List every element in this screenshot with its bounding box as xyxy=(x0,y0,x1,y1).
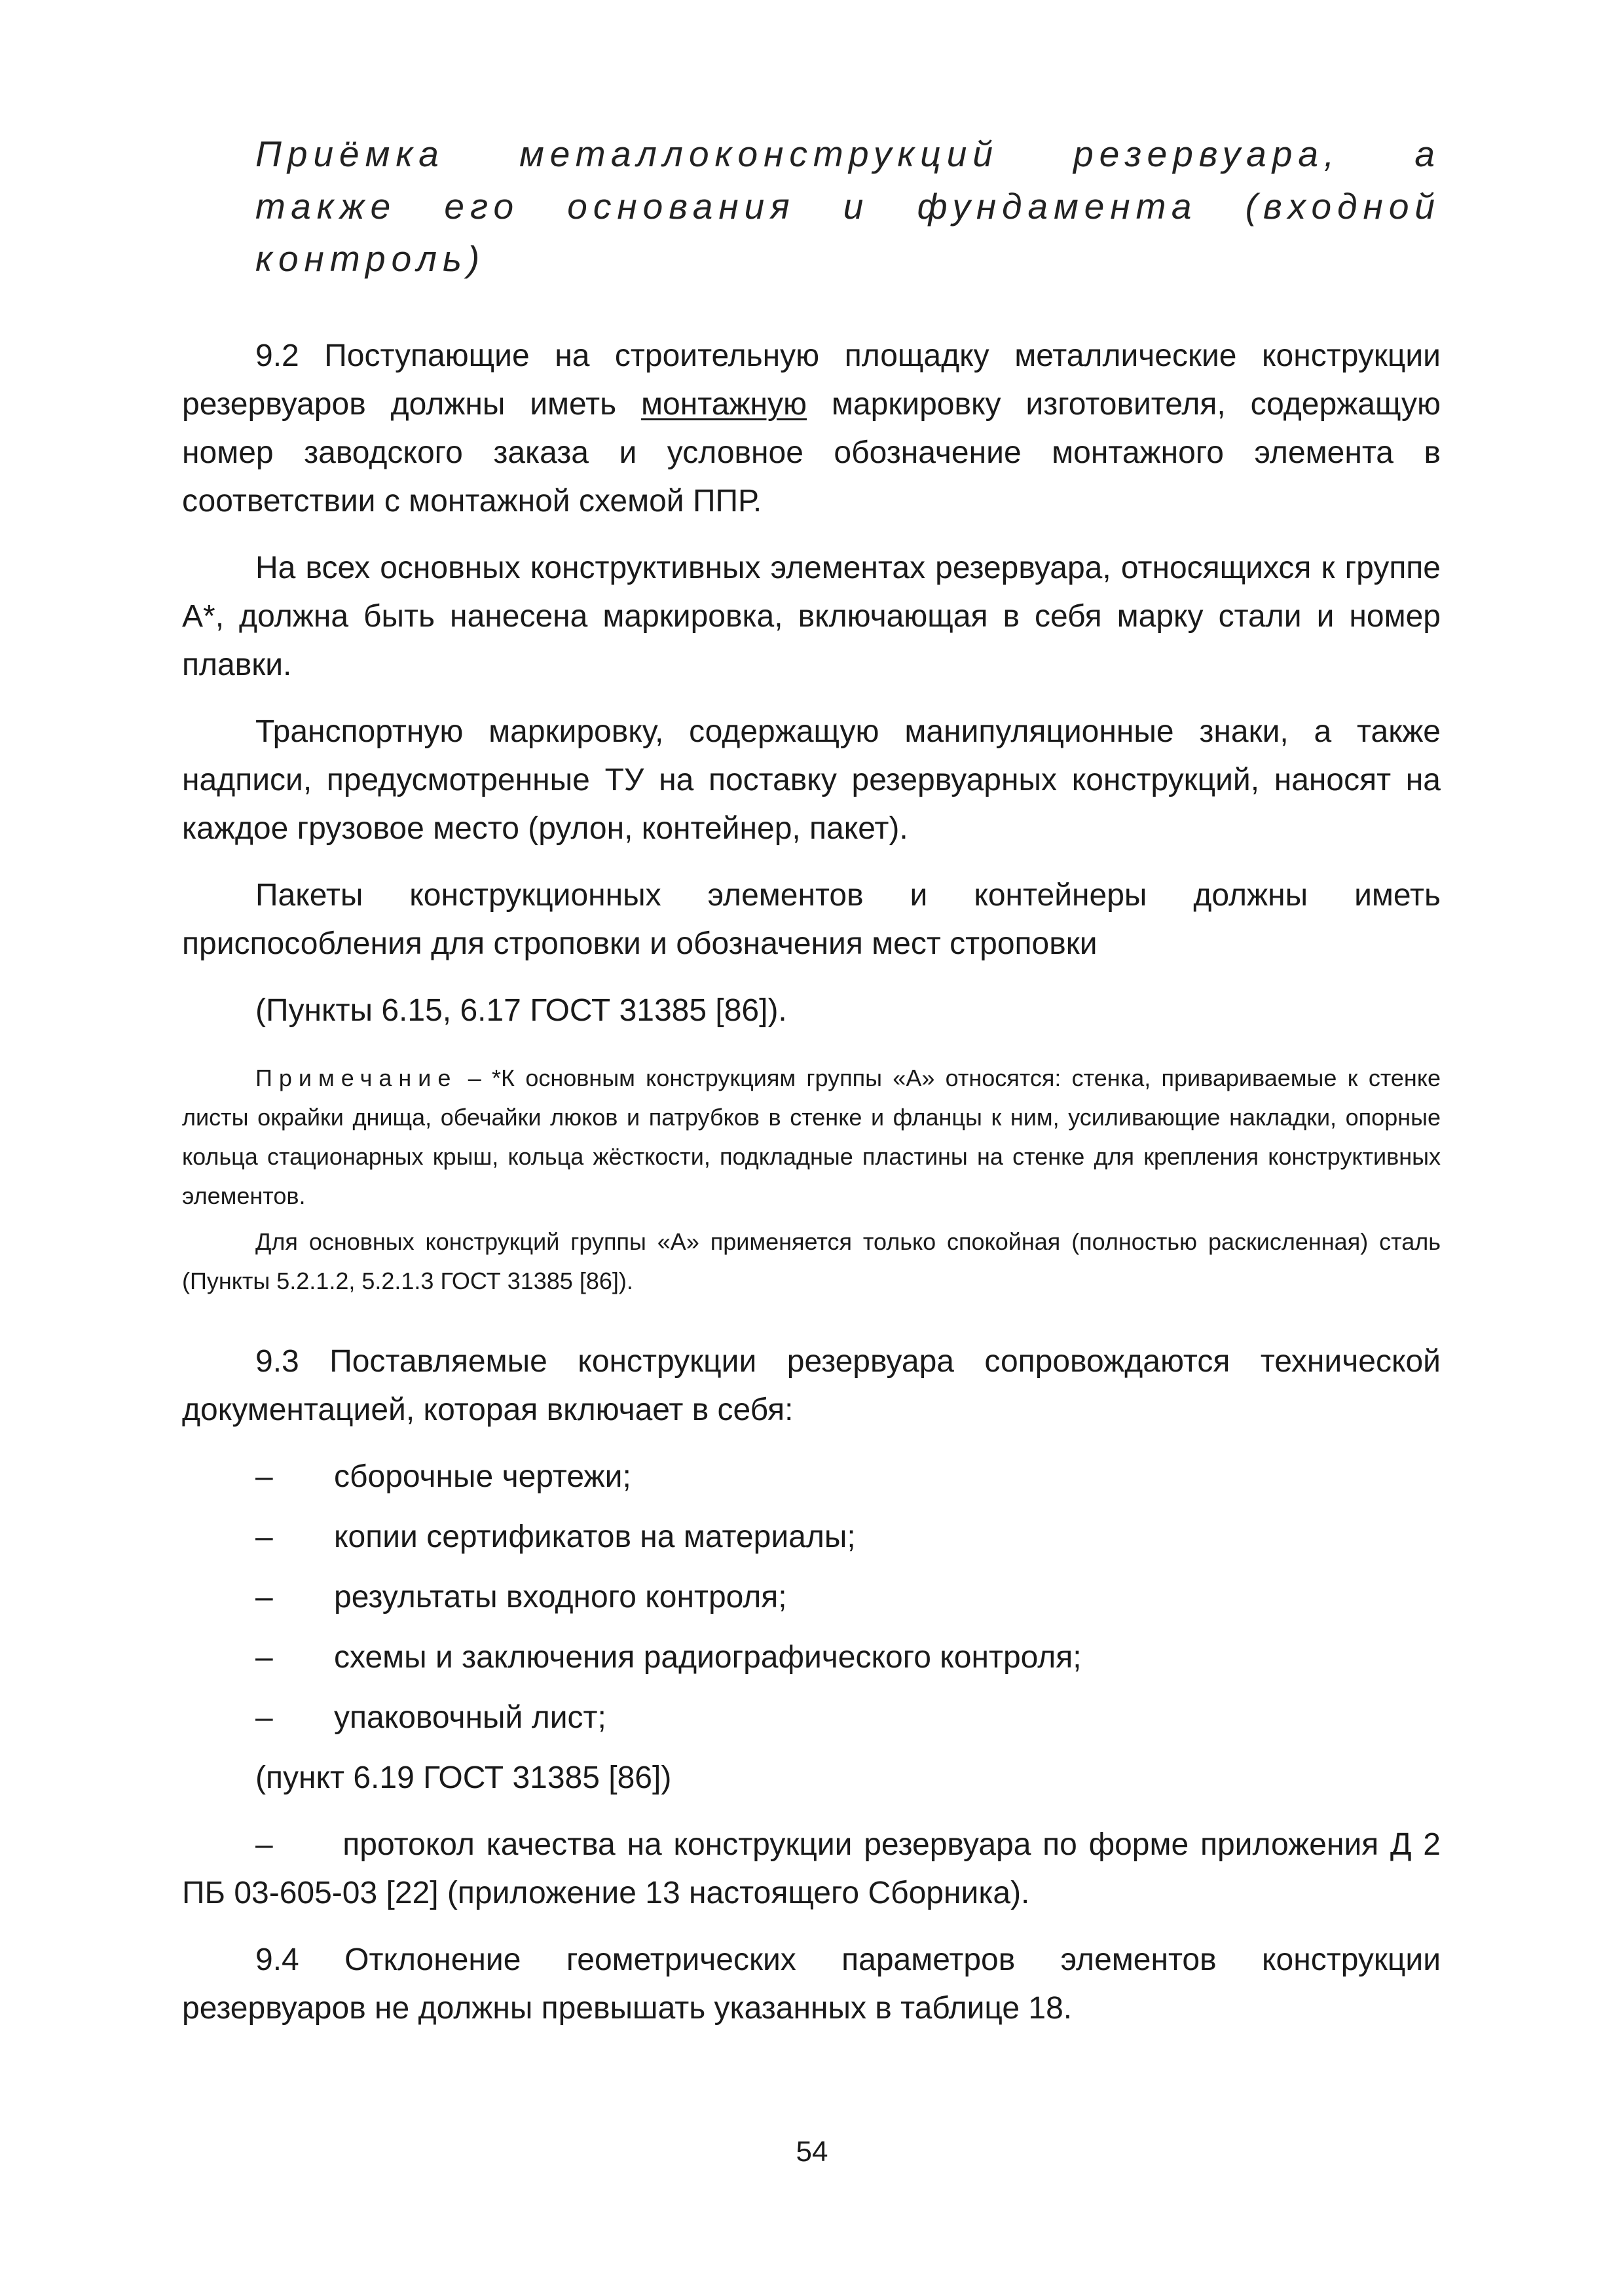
note-paragraph xyxy=(182,1059,1441,1216)
document-page xyxy=(182,128,1450,2051)
paragraph-9-2-text-end: маркировку изготовителя, содержащую номер заводского заказа и условное обозначение монтажного элемента в соответствии с монтажной схемой ППР. xyxy=(182,387,1441,519)
list-dash: – xyxy=(255,1459,273,1494)
list-item xyxy=(182,1573,1441,1622)
reference-gost-1: (Пункты 6.15, 6.17 ГОСТ 31385 [86]). xyxy=(255,993,787,1028)
note-block xyxy=(182,1059,1441,1301)
list-dash: – xyxy=(255,1640,273,1675)
list-dash: – xyxy=(255,1700,273,1735)
list-item-text: сборочные чертежи; xyxy=(334,1459,631,1494)
list-item-text: упаковочный лист; xyxy=(334,1700,606,1735)
list-item xyxy=(182,1633,1441,1682)
paragraph-9-2-text-start: Поступающие на строительную площадку металлические конструкции резервуаров должны иметь xyxy=(182,338,1441,422)
list-item-text: копии сертификатов на материалы; xyxy=(334,1520,856,1554)
list-item xyxy=(182,1513,1441,1561)
reference-gost-2: (пункт 6.19 ГОСТ 31385 [86]) xyxy=(255,1760,672,1795)
paragraph-9-2 xyxy=(182,332,1441,526)
paragraph-quality-protocol: – протокол качества на конструкции резервуара по форме приложения Д 2 ПБ 03-605-03 [22] (приложение 13 настоящего Сборника). xyxy=(182,1827,1450,1910)
section-heading: Приёмка металлоконструкций резервуара, а также его основания и фундамента (входной контроль) xyxy=(255,134,1441,279)
paragraph-9-3: 9.3 Поставляемые конструкции резервуара сопровождаются технической документацией, которая включает в себя: xyxy=(182,1344,1441,1427)
note-paragraph-2: Для основных конструкций группы «А» применяется только спокойная (полностью раскисленная) сталь (Пункты 5.2.1.2, 5.2.1.3 ГОСТ 31385 [86]). xyxy=(182,1228,1441,1294)
paragraph-transport-marking: Транспортную маркировку, содержащую манипуляционные знаки, а также надписи, предусмотренные ТУ на поставку резервуарных конструкций, наносят на каждое грузовое место (рулон, контейнер, пакет). xyxy=(182,714,1441,846)
list-dash: – xyxy=(255,1520,273,1554)
list-item xyxy=(182,1694,1441,1742)
list-item-text: схемы и заключения радиографического контроля; xyxy=(334,1640,1082,1675)
page-number: 54 xyxy=(796,2136,828,2168)
note-label: Примечание xyxy=(255,1065,458,1091)
list-item xyxy=(182,1453,1441,1501)
paragraph-9-2-number: 9.2 xyxy=(255,338,299,373)
paragraph-packets: Пакеты конструкционных элементов и контейнеры должны иметь приспособления для строповки и обозначения мест строповки xyxy=(182,878,1441,961)
paragraph-9-4: 9.4 Отклонение геометрических параметров элементов конструкции резервуаров не должны превышать указанных в таблице 18. xyxy=(182,1942,1441,2026)
list-dash: – xyxy=(255,1580,273,1614)
list-item-text: результаты входного контроля; xyxy=(334,1580,787,1614)
note-text: – *К основным конструкциям группы «А» относятся: стенка, привариваемые к стенке листы окрайки днища, обечайки люков и патрубков в стенке и фланцы к ним, усиливающие накладки, опорные кольца стационарных крыш, кольца жёсткости, подкладные пластины на стенке для крепления конструктивных элементов. xyxy=(182,1065,1441,1209)
paragraph-marking: На всех основных конструктивных элементах резервуара, относящихся к группе А*, должна быть нанесена маркировка, включающая в себя марку стали и номер плавки. xyxy=(182,551,1441,682)
underlined-word: монтажную xyxy=(641,387,807,422)
